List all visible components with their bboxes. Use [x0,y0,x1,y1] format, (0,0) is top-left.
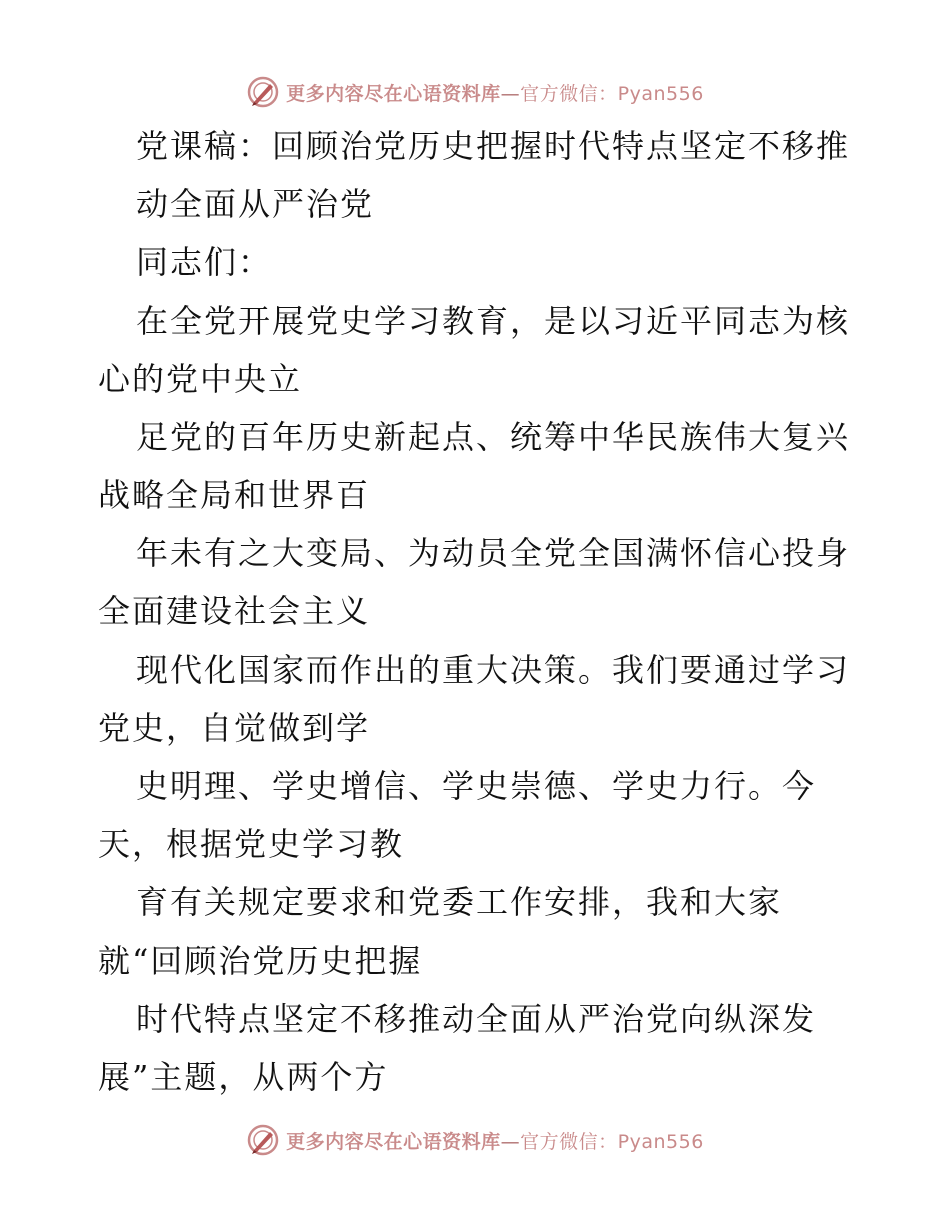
salutation: 同志们： [136,243,273,281]
paragraph-line: 展”主题，从两个方 [98,1058,389,1096]
paragraph-line: 天，根据党史学习教 [98,825,405,863]
watermark-brand: 更多内容尽在心语资料库 [286,1130,501,1153]
paragraph-line: 在全党开展党史学习教育，是以习近平同志为核 [136,302,851,340]
pen-in-circle-icon [246,75,280,109]
paragraph-line: 史明理、学史增信、学史崇德、学史力行。今 [136,767,817,805]
document-title-line-1: 党课稿：回顾治党历史把握时代特点坚定不移推 [136,127,851,165]
pen-in-circle-icon [246,1123,280,1157]
paragraph-line: 育有关规定要求和党委工作安排，我和大家 [136,883,783,921]
header-watermark [0,72,950,112]
paragraph-line: 心的党中央立 [98,360,303,398]
paragraph-line: 现代化国家而作出的重大决策。我们要通过学习 [136,651,851,689]
paragraph-line: 全面建设社会主义 [98,592,371,630]
watermark-text [286,79,704,106]
paragraph-line: 就“回顾治党历史把握 [98,942,423,980]
watermark-separator: — [500,1130,521,1153]
paragraph-line: 党史，自觉做到学 [98,709,371,747]
document-title-line-2: 动全面从严治党 [136,185,375,223]
watermark-contact: 官方微信：Pyan556 [520,1130,704,1153]
paragraph-line: 年未有之大变局、为动员全党全国满怀信心投身 [136,534,851,572]
watermark-separator: — [500,82,521,105]
paragraph-line: 时代特点坚定不移推动全面从严治党向纵深发 [136,1000,817,1038]
footer-watermark [0,1120,950,1160]
paragraph-line: 足党的百年历史新起点、统筹中华民族伟大复兴 [136,418,851,456]
watermark-text [286,1127,704,1154]
paragraph-line: 战略全局和世界百 [98,476,371,514]
watermark-contact: 官方微信：Pyan556 [520,82,704,105]
watermark-brand: 更多内容尽在心语资料库 [286,82,501,105]
